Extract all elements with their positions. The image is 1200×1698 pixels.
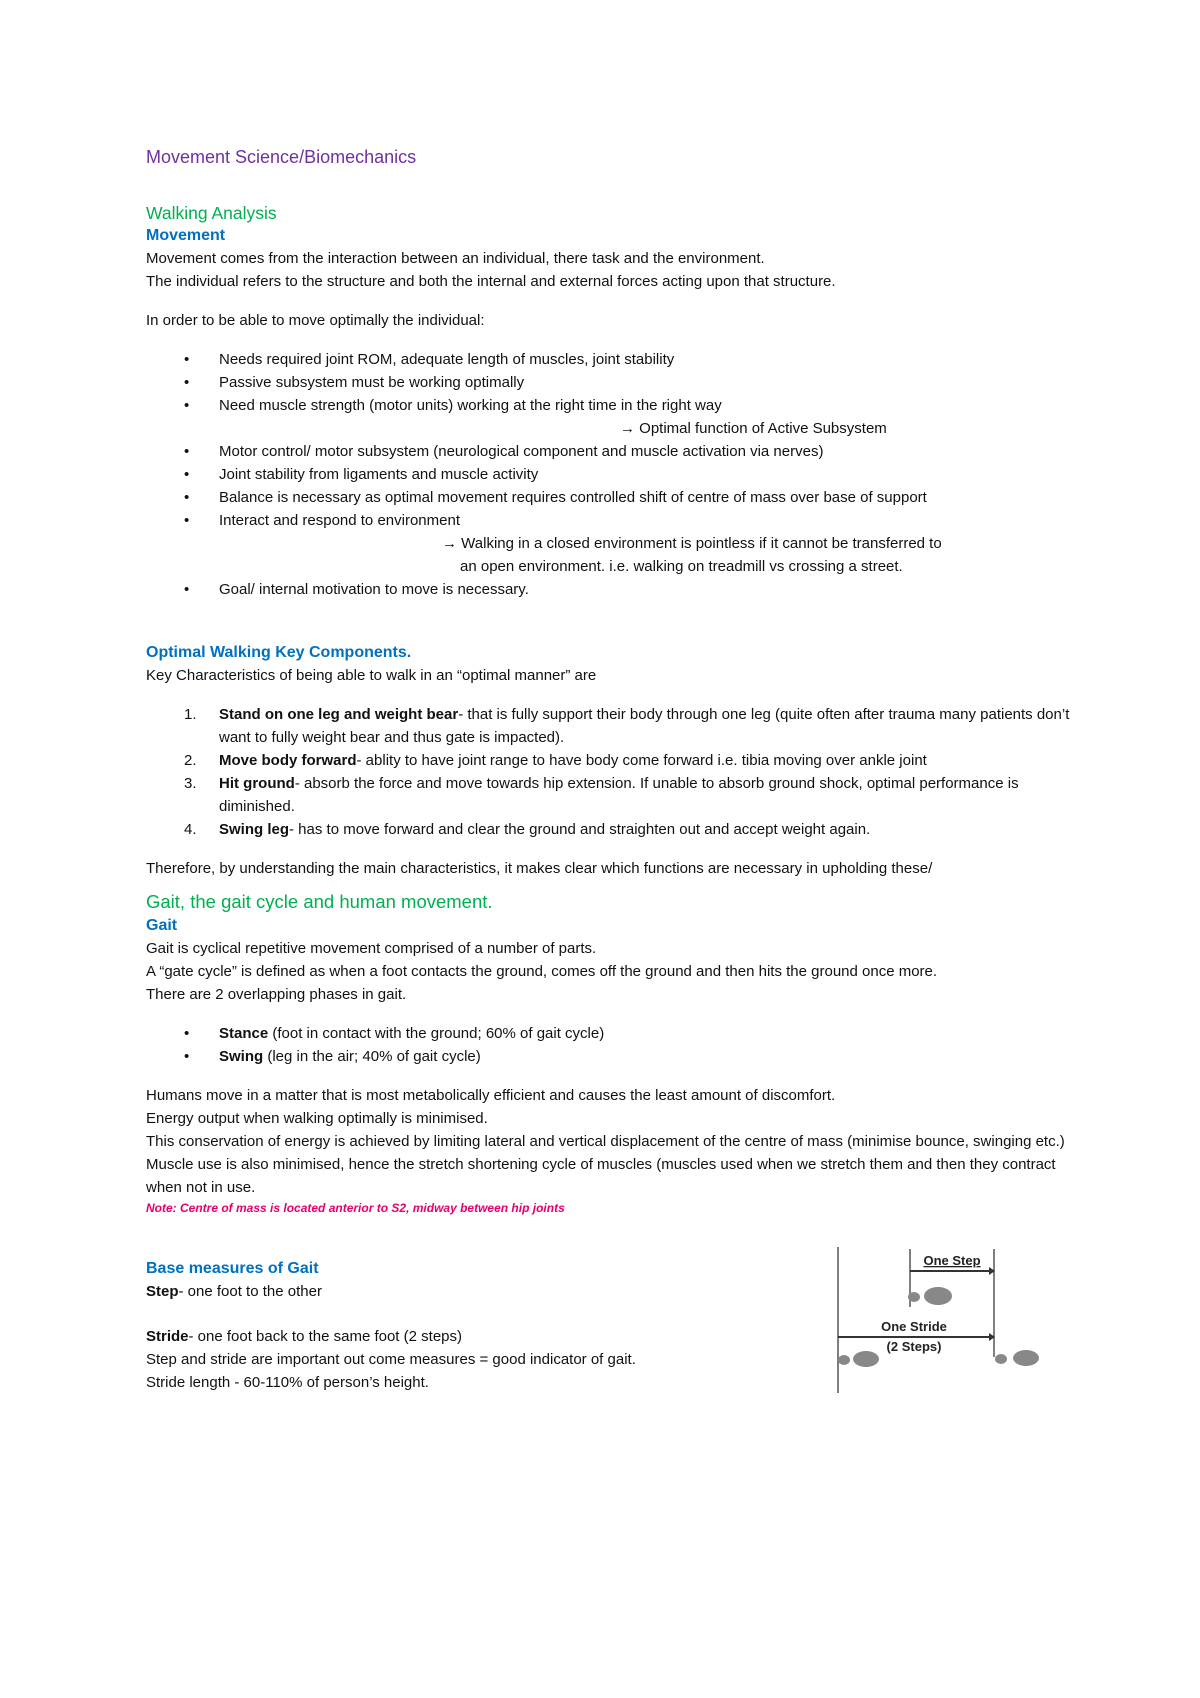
stride-term: Stride: [146, 1328, 189, 1345]
base-measures-line-4: Stride length - 60-110% of person’s height.: [146, 1374, 429, 1391]
item-number: 3.: [184, 775, 197, 792]
step-stride-diagram: [836, 1245, 1062, 1395]
step-text: - one foot to the other: [178, 1283, 322, 1300]
arrow-note-environment-1: → Walking in a closed environment is pointless if it cannot be transferred to: [442, 535, 942, 552]
list-item: • Balance is necessary as optimal movement requires controlled shift of centre of mass over base of support: [146, 486, 1071, 509]
item-term: Swing leg: [219, 821, 290, 838]
gait-subheading: Gait: [146, 917, 178, 934]
list-item: • Goal/ internal motivation to move is necessary.: [146, 578, 1071, 601]
base-measures-section: [146, 1253, 1071, 1394]
optimal-walking-conclusion: Therefore, by understanding the main characteristics, it makes clear which functions are necessary in upholding these/: [146, 860, 933, 877]
list-item: [146, 772, 1071, 818]
gait-phases-list: [146, 1022, 1071, 1068]
base-measures-heading: Base measures of Gait: [146, 1260, 319, 1277]
list-item: [146, 749, 1071, 772]
movement-requirements-list-2: [146, 440, 1071, 532]
footprint-icon: [908, 1292, 920, 1302]
list-item: [146, 1022, 1071, 1045]
list-item: • Interact and respond to environment: [146, 509, 1071, 532]
list-item: • Passive subsystem must be working optimally: [146, 371, 1071, 394]
footprint-icon: [924, 1287, 952, 1305]
item-text: - has to move forward and clear the ground and straighten out and accept weight again.: [289, 821, 871, 838]
arrow-note-active-subsystem: → Optimal function of Active Subsystem: [620, 420, 887, 437]
item-term: Hit ground: [219, 775, 295, 792]
gait-line-3: There are 2 overlapping phases in gait.: [146, 986, 407, 1003]
centre-of-mass-note: Note: Centre of mass is located anterior to S2, midway between hip joints: [146, 1201, 565, 1215]
list-item: [146, 1045, 1071, 1068]
walking-analysis-heading: Walking Analysis: [146, 203, 277, 223]
energy-line-1: Humans move in a matter that is most metabolically efficient and causes the least amount of discomfort.: [146, 1087, 836, 1104]
energy-line-2: Energy output when walking optimally is minimised.: [146, 1110, 488, 1127]
phase-term: Stance: [219, 1025, 269, 1042]
movement-paragraph-2: The individual refers to the structure and both the internal and external forces acting upon that structure.: [146, 273, 836, 290]
stride-text: - one foot back to the same foot (2 steps): [188, 1328, 462, 1345]
item-number: 1.: [184, 706, 197, 723]
list-item: • Joint stability from ligaments and muscle activity: [146, 463, 1071, 486]
optimal-walking-list: [146, 703, 1071, 841]
base-measures-line-3: Step and stride are important out come measures = good indicator of gait.: [146, 1351, 636, 1368]
item-term: Move body forward: [219, 752, 357, 769]
phase-text: (foot in contact with the ground; 60% of gait cycle): [268, 1025, 605, 1042]
movement-paragraph-1: Movement comes from the interaction between an individual, there task and the environment.: [146, 250, 765, 267]
movement-requirements-list-3: [146, 578, 1071, 601]
gait-line-2: A “gate cycle” is defined as when a foot contacts the ground, comes off the ground and then hits the ground once more.: [146, 963, 938, 980]
list-item: • Motor control/ motor subsystem (neurological component and muscle activation via nerves): [146, 440, 1071, 463]
item-term: Stand on one leg and weight bear: [219, 706, 459, 723]
stride-sublabel: (2 Steps): [886, 1339, 942, 1354]
movement-requirements-list: [146, 348, 1071, 417]
phase-term: Swing: [219, 1048, 264, 1065]
gait-line-1: Gait is cyclical repetitive movement comprised of a number of parts.: [146, 940, 597, 957]
footprint-icon: [1013, 1350, 1039, 1366]
list-item: • Need muscle strength (motor units) working at the right time in the right way: [146, 394, 1071, 417]
document-body: [146, 146, 1071, 1394]
step-label: One Step: [923, 1253, 981, 1268]
footprint-icon: [838, 1355, 850, 1365]
item-text: - ablity to have joint range to have body come forward i.e. tibia moving over ankle joint: [356, 752, 927, 769]
list-item: [146, 703, 1071, 749]
step-term: Step: [146, 1283, 179, 1300]
gait-section-heading: Gait, the gait cycle and human movement.: [146, 891, 493, 912]
optimal-walking-heading: Optimal Walking Key Components.: [146, 644, 412, 661]
item-text: - that is fully support their body through one leg (quite often after trauma many patients don’t want to fully weight bear and thus gate is impacted).: [219, 706, 1070, 746]
list-item: • Needs required joint ROM, adequate length of muscles, joint stability: [146, 348, 1071, 371]
document-title: Movement Science/Biomechanics: [146, 147, 417, 167]
item-number: 2.: [184, 752, 197, 769]
phase-text: (leg in the air; 40% of gait cycle): [263, 1048, 481, 1065]
list-item: [146, 818, 1071, 841]
item-number: 4.: [184, 821, 197, 838]
footprint-icon: [995, 1354, 1007, 1364]
energy-line-3: This conservation of energy is achieved by limiting lateral and vertical displacement of the centre of mass (minimise bounce, swinging etc.): [146, 1133, 1065, 1150]
item-text: - absorb the force and move towards hip extension. If unable to absorb ground shock, optimal performance is diminished.: [219, 775, 1019, 815]
movement-intro: In order to be able to move optimally the individual:: [146, 312, 485, 329]
movement-subheading: Movement: [146, 227, 226, 244]
footprint-icon: [853, 1351, 879, 1367]
energy-line-4: Muscle use is also minimised, hence the stretch shortening cycle of muscles (muscles used when we stretch them and then they contract when not in use.: [146, 1156, 1056, 1196]
stride-label: One Stride: [881, 1319, 947, 1334]
optimal-walking-intro: Key Characteristics of being able to walk in an “optimal manner” are: [146, 667, 597, 684]
arrow-note-environment-2: an open environment. i.e. walking on treadmill vs crossing a street.: [460, 558, 903, 575]
